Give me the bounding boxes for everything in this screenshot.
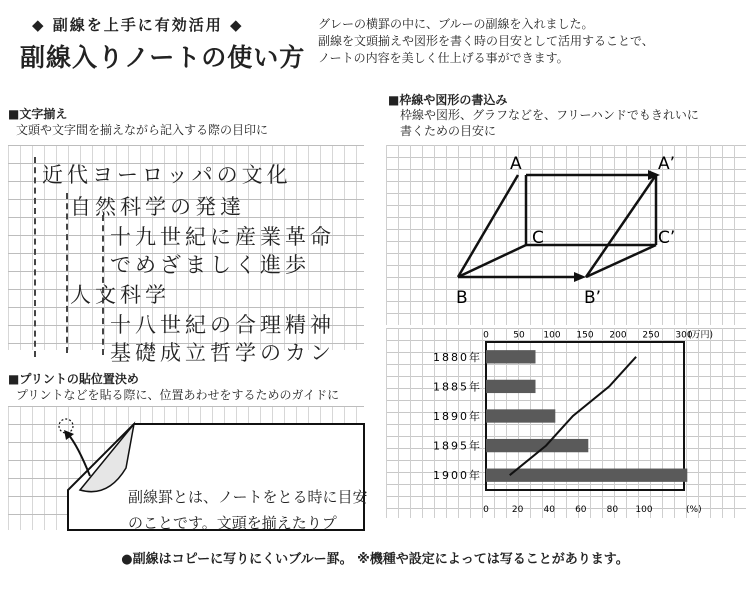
header-desc-line: グレーの横罫の中に、ブルーの副線を入れました。 — [318, 17, 594, 31]
chart-grid-area — [386, 328, 746, 518]
guide-line — [66, 193, 68, 353]
print-sample-text: のことです。文頭を揃えたりプ — [128, 514, 337, 532]
note-line: 十九世紀に産業革命 — [110, 225, 335, 249]
top-axis-tick-label: 50 — [513, 330, 525, 341]
vertex-label: A’ — [658, 154, 676, 174]
vertex-label: C — [532, 228, 544, 248]
header-desc-line: ノートの内容を美しく仕上げる事ができます。 — [318, 51, 569, 65]
print-section-title: ■プリントの貼位置決め — [8, 372, 139, 386]
category-label: 1885年 — [433, 380, 482, 394]
vertex-label: A — [510, 154, 522, 174]
header-desc-line: 副線を文頭揃えや図形を書く時の目安として活用することで、 — [318, 34, 654, 48]
top-axis-tick-label: 0 — [483, 330, 489, 341]
moji-section-subtitle: 文頭や文字間を揃えながら記入する際の目印に — [16, 123, 269, 137]
top-axis-tick-label: 200 — [609, 330, 627, 341]
moji-notebook-area — [8, 145, 364, 365]
prism-diagram — [386, 145, 746, 325]
guide-line — [34, 157, 36, 357]
vertex-label: B’ — [584, 288, 602, 308]
bottom-axis-tick-label: 0 — [483, 505, 489, 515]
chart-bar — [486, 409, 555, 422]
chart-bar — [486, 380, 536, 393]
header-description — [318, 16, 738, 67]
top-axis-tick-label: 300 — [675, 330, 693, 341]
note-line: 自然科学の発達 — [70, 195, 245, 219]
bottom-axis-tick-label: 40 — [543, 505, 555, 515]
category-label: 1900年 — [433, 469, 482, 483]
page-title: 副線入りノートの使い方 — [20, 43, 306, 72]
moji-section-title: ■文字揃え — [8, 107, 68, 121]
waku-section-title: ■枠線や図形の書込み — [388, 93, 508, 107]
note-line: 十八世紀の合理精神 — [110, 313, 335, 337]
top-axis-tick-label: 250 — [642, 330, 660, 341]
vertex-label: C’ — [658, 228, 676, 248]
print-sample-text: 副線罫とは、ノートをとる時に目安 — [128, 488, 368, 506]
category-label: 1890年 — [433, 410, 482, 423]
note-line: 人文科学 — [70, 283, 170, 307]
print-notebook-area — [8, 406, 368, 532]
top-axis-unit: (万円) — [688, 330, 714, 341]
arrow-head — [574, 272, 586, 282]
waku-subtitle-line: 書くための目安に — [400, 124, 497, 138]
vertex-label: B — [456, 288, 468, 308]
note-line: 基礎成立哲学のカン — [110, 341, 335, 365]
chart-bar — [486, 439, 588, 452]
bottom-axis-tick-label: 100 — [635, 505, 653, 515]
curved-arrow — [68, 434, 90, 476]
category-label: 1895年 — [433, 439, 482, 453]
bottom-axis-tick-label: 80 — [606, 505, 619, 515]
bar-line-chart — [386, 328, 746, 518]
figure-grid-area — [386, 145, 746, 325]
top-axis-tick-label: 150 — [576, 330, 594, 341]
header-kicker: ◆ 副線を上手に有効活用 ◆ — [32, 16, 244, 34]
print-section-subtitle: プリントなどを貼る際に、位置あわせをするためのガイドに — [16, 388, 340, 402]
top-axis-tick-label: 100 — [543, 330, 561, 341]
waku-subtitle-line: 枠線や図形、グラフなどを、フリーハンドでもきれいに — [400, 108, 699, 122]
waku-section-subtitle — [400, 107, 699, 139]
category-label: 1880年 — [433, 350, 482, 364]
note-line: 近代ヨーロッパの文化 — [42, 163, 292, 187]
footer-note: ●副線はコピーに写りにくいブルー罫。 ※機種や設定によっては写ることがあります。 — [121, 552, 629, 567]
chart-bar — [486, 350, 536, 363]
bottom-axis-unit: (%) — [686, 505, 702, 515]
bottom-axis-tick-label: 60 — [575, 505, 587, 515]
bottom-axis-tick-label: 20 — [511, 505, 524, 515]
note-line: でめざましく進歩 — [110, 253, 310, 277]
